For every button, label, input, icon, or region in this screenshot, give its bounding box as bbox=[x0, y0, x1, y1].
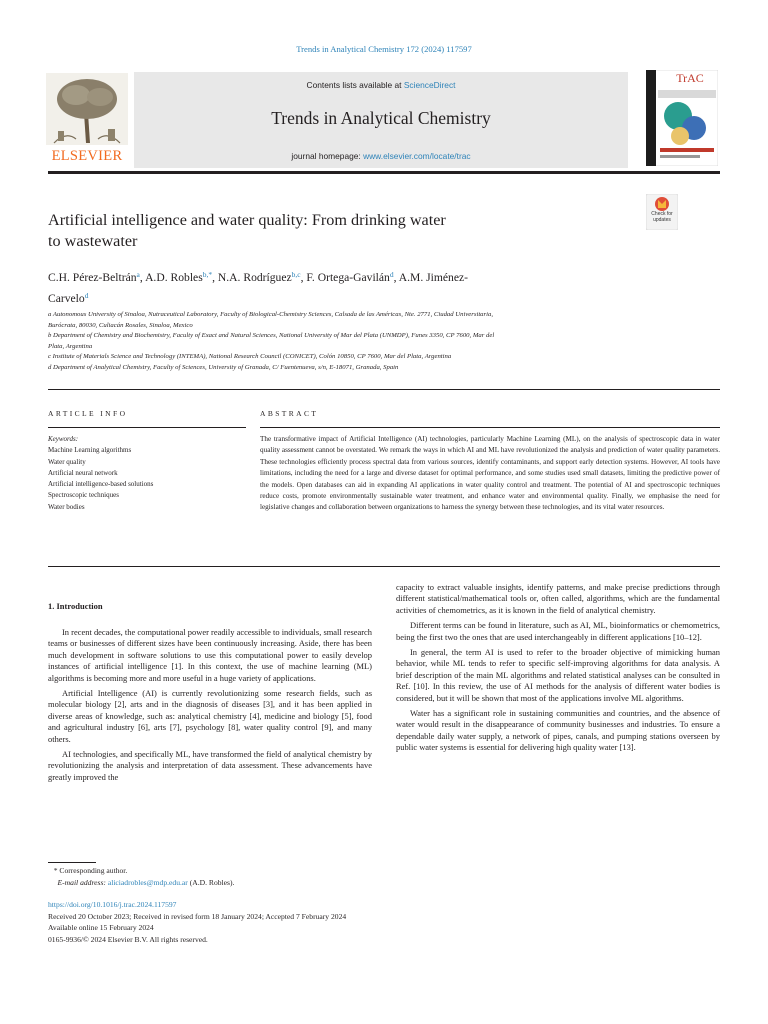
footnote-rule bbox=[48, 862, 96, 863]
section-heading-introduction: 1. Introduction bbox=[48, 601, 103, 611]
keywords-label: Keywords: bbox=[48, 435, 79, 443]
email-line bbox=[48, 877, 448, 889]
article-info-heading: ARTICLE INFO bbox=[48, 409, 128, 418]
article-title-line-2: to wastewater bbox=[48, 232, 138, 250]
section-divider bbox=[48, 389, 720, 390]
author-affiliation-marker[interactable]: d bbox=[389, 270, 394, 279]
affiliation-line: d Department of Analytical Chemistry, Faculty of Sciences, University of Granada, C/ Fuentenueva, s/n, E-18071, Granada, Spain bbox=[48, 363, 399, 371]
copyright-line: 0165-9936/© 2024 Elsevier B.V. All rights reserved. bbox=[48, 934, 208, 944]
received-dates: Received 20 October 2023; Received in revised form 18 January 2024; Accepted 7 February 2024 bbox=[48, 911, 347, 921]
sciencedirect-link[interactable]: ScienceDirect bbox=[403, 80, 456, 90]
footnote bbox=[48, 865, 448, 889]
available-online-date: Available online 15 February 2024 bbox=[48, 923, 154, 932]
keyword-item: Artificial intelligence-based solutions bbox=[48, 480, 154, 489]
affiliation-line: Plata, Argentina bbox=[48, 342, 93, 350]
article-title bbox=[48, 210, 588, 252]
author-affiliation-marker[interactable]: d bbox=[84, 291, 89, 300]
email-label: E-mail address: bbox=[57, 878, 108, 887]
article-title-line-1: Artificial intelligence and water quality: From drinking water bbox=[48, 211, 446, 229]
body-left-column bbox=[48, 627, 372, 787]
abstract-text: The transformative impact of Artificial Intelligence (AI) technologies, particularly Machine Learning (ML), on the analysis of spectroscopic data in water quality assessment cannot be overstated. We remark the ways in which AI and ML have revolutionized the analysis and prediction of water quality parameters. These technologies efficiently process spectral data from various sources, identify contaminants, and support early detection systems. However, AI tools have limitations, including the need for a large and diverse dataset for optimal performance, and some studies used small datasets, limiting the predictive power of the models. Open databases can aid in expanding AI applications in water quality control and treatment. The potential of AI and spectroscopic techniques reduce costs, promote environmentally sustainable water treatment, and enhance water and environmental quality. Finally, we emphasise the need for legislative changes and collaboration between organizations to harness the synergy between these technologies, and its vital water resources. bbox=[260, 435, 720, 512]
crossmark-label: Check for updates bbox=[651, 211, 673, 223]
email-suffix: (A.D. Robles). bbox=[187, 878, 235, 887]
affiliation-line: Burócrata, 80030, Culiacán Rosales, Sinaloa, Mexico bbox=[48, 321, 193, 329]
abstract-rule bbox=[260, 427, 720, 428]
author-name[interactable]: A.D. Robles bbox=[145, 271, 203, 284]
author-name[interactable]: F. Ortega-Gavilán bbox=[306, 271, 390, 284]
keywords-block bbox=[48, 434, 246, 513]
article-info-rule bbox=[48, 427, 246, 428]
corresponding-author-text: Corresponding author. bbox=[59, 866, 128, 875]
abstract-heading: ABSTRACT bbox=[260, 409, 319, 418]
body-paragraph: capacity to extract valuable insights, identify patterns, and make precise predictions through different statistical/mathematical tools or, often called, algorithms, which are the fundamental activities of chemometrics, as it is known in the field of analytical chemistry. bbox=[396, 582, 720, 615]
keyword-item: Spectroscopic techniques bbox=[48, 491, 119, 500]
author-affiliation-marker[interactable]: a bbox=[136, 270, 140, 279]
keyword-item: Artificial neural network bbox=[48, 468, 118, 477]
journal-reference-link[interactable]: Trends in Analytical Chemistry 172 (2024) 117597 bbox=[296, 44, 472, 54]
keyword-item: Water quality bbox=[48, 457, 86, 466]
body-paragraph: Water has a significant role in sustaining communities and countries, and the absence of water would result in the disappearance of community businesses and industries. To ensure a dependable daily water supply, a network of pipes, canals, and pumping stations overseen by public water systems is essential for delivering high quality water [13]. bbox=[396, 708, 720, 753]
affiliation-line: b Department of Chemistry and Biochemistry, Faculty of Exact and Natural Sciences, National University of Mar del Plata (UNMDP), Funes 3350, CP 7600, Mar del bbox=[48, 332, 495, 340]
email-link[interactable]: aliciadrobles@mdp.edu.ar bbox=[107, 878, 188, 887]
author-affiliation-marker[interactable]: b,c bbox=[291, 270, 301, 279]
body-paragraph: In general, the term AI is used to refer to the broader objective of mimicking human behavior, while ML tends to refer to specific self-improving algorithms for data analysis. A brief description of the main ML algorithms and related statistical analyses can be consulted in Ref. [10]. In this review, the use of AI methods for the analysis of different water bodies is considered, but it will be shown that most of the applications involve ML algorithms. bbox=[396, 647, 720, 703]
body-paragraph: AI technologies, and specifically ML, have transformed the field of analytical chemistry by revolutionizing the analysis and interpretation of data assessment. These advancements have greatly improved the bbox=[48, 749, 372, 782]
body-paragraph: In recent decades, the computational power readily accessible to individuals, small research teams or businesses of different sizes have been continuously increasing. Aside, there has been much development in software solutions to use this computational power to easily develop instances of artificial intelligence [1]. In this context, the use of machine learning (ML) algorithms is becoming more and more useful in a huge variety of applications. bbox=[48, 627, 372, 683]
affiliation-line: c Institute of Materials Science and Technology (INTEMA), National Research Council (CONICET), Colón 10850, CP 7600, Mar del Plata, Argentina bbox=[48, 353, 452, 361]
affiliations bbox=[48, 310, 638, 374]
body-paragraph: Different terms can be found in literature, such as AI, ML, bioinformatics or chemometrics, being the first two the ones that are used interchangeably in different applications [10–12]. bbox=[396, 620, 720, 642]
keyword-item: Machine Learning algorithms bbox=[48, 446, 132, 455]
publication-info bbox=[48, 899, 548, 945]
homepage-prefix: journal homepage: bbox=[291, 151, 364, 161]
journal-title: Trends in Analytical Chemistry bbox=[271, 108, 491, 128]
author-name[interactable]: Carvelo bbox=[48, 292, 85, 305]
header-rule bbox=[48, 171, 720, 174]
author-name[interactable]: N.A. Rodríguez bbox=[217, 271, 292, 284]
doi-link[interactable]: https://doi.org/10.1016/j.trac.2024.117597 bbox=[48, 900, 177, 909]
elsevier-wordmark: ELSEVIER bbox=[51, 148, 123, 164]
journal-homepage-link[interactable]: www.elsevier.com/locate/trac bbox=[363, 151, 471, 161]
homepage-line bbox=[134, 151, 628, 161]
cover-title: TrAC bbox=[676, 71, 704, 85]
contents-prefix: Contents lists available at bbox=[306, 80, 404, 90]
contents-line bbox=[134, 80, 628, 90]
corresponding-author-note: * Corresponding author. bbox=[48, 866, 128, 875]
keyword-item: Water bodies bbox=[48, 502, 85, 511]
abstract-end-rule bbox=[48, 566, 720, 567]
author-affiliation-marker[interactable]: b,* bbox=[202, 270, 213, 279]
affiliation-line: a Autonomous University of Sinaloa, Nutraceutical Laboratory, Faculty of Biological-Chemistry Sciences, Calsada de las Américas, Nte. 2771, Ciudad Universitaria, bbox=[48, 311, 493, 318]
author-name[interactable]: A.M. Jiménez- bbox=[398, 271, 468, 284]
body-paragraph: Artificial Intelligence (AI) is currently revolutionizing some research fields, such as molecular biology [2], arts and in the diagnosis of diseases [3], and it has been applied in diverse areas of knowledge, such as: analytical chemistry [4], medicine and biology [5], food and agricultural industry [6], arts [7], psychology [8], water quality control [9], and many others. bbox=[48, 688, 372, 744]
author-list: C.H. Pérez-Beltrán$^a$, A.D. Robles$^{b,*}$, N.A. Rodríguez$^{b,c}$, F. Ortega-Gavilán$^d$, A.M. Jiménez- Carvelo$^d$ bbox=[48, 270, 468, 305]
author-name[interactable]: C.H. Pérez-Beltrán bbox=[48, 271, 137, 284]
body-right-column bbox=[396, 582, 720, 758]
journal-cover-thumbnail[interactable] bbox=[646, 70, 718, 166]
